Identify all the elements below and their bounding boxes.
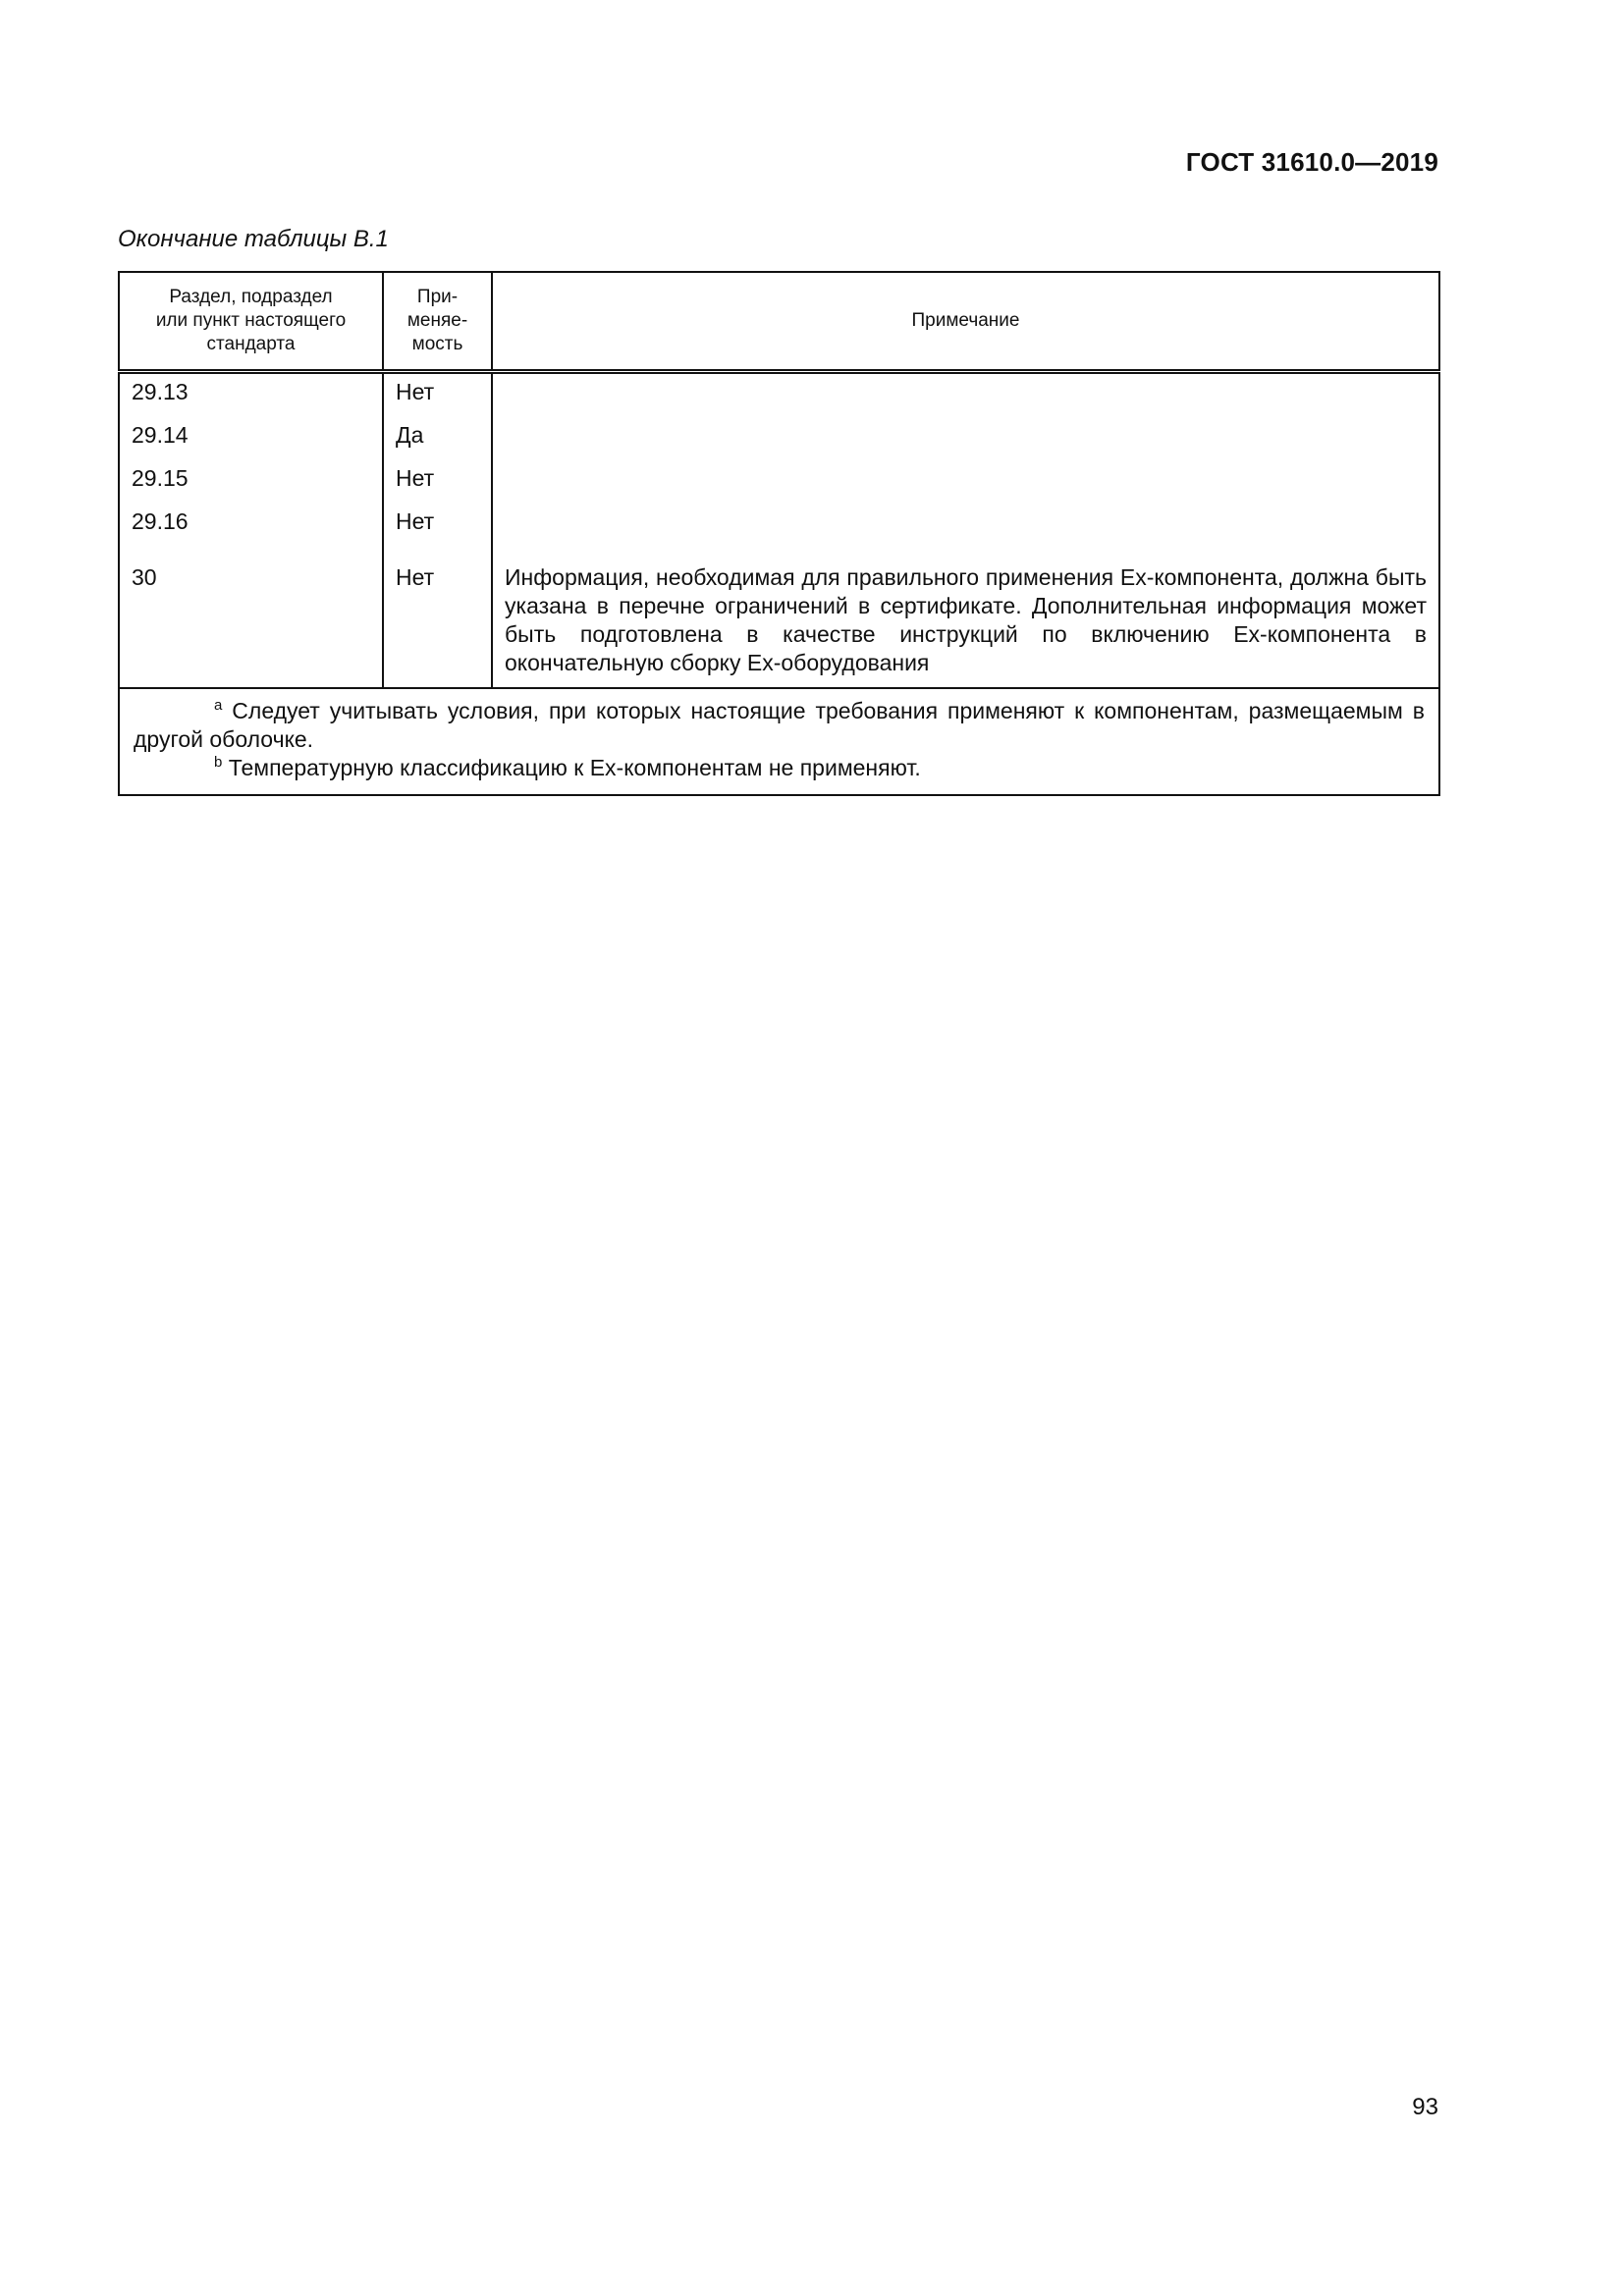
applicability-cell: Нет bbox=[383, 544, 492, 688]
table-row bbox=[119, 372, 1439, 415]
header-line: стандарта bbox=[206, 334, 296, 354]
applicability-table bbox=[118, 271, 1440, 796]
applicability-cell: Нет bbox=[383, 457, 492, 501]
header-line: или пункт настоящего bbox=[155, 310, 347, 331]
footnote-mark: b bbox=[214, 754, 223, 771]
section-cell: 29.14 bbox=[119, 414, 383, 457]
section-cell: 29.16 bbox=[119, 501, 383, 544]
footnote-a bbox=[134, 697, 1425, 754]
document-code: ГОСТ 31610.0—2019 bbox=[1185, 147, 1438, 177]
footnote-b bbox=[134, 754, 1425, 782]
section-cell: 29.15 bbox=[119, 457, 383, 501]
footnote-mark: a bbox=[214, 697, 223, 714]
note-cell bbox=[492, 457, 1439, 501]
section-cell: 30 bbox=[119, 544, 383, 688]
section-cell: 29.13 bbox=[119, 372, 383, 415]
header-line: меняе- bbox=[406, 310, 468, 331]
table-row bbox=[119, 457, 1439, 501]
header-line: мость bbox=[411, 334, 463, 354]
table-header-row bbox=[119, 272, 1439, 372]
table-caption: Окончание таблицы В.1 bbox=[118, 226, 389, 252]
column-header-note: Примечание bbox=[492, 272, 1439, 372]
applicability-cell: Да bbox=[383, 414, 492, 457]
header-line: При- bbox=[416, 287, 459, 307]
table-row bbox=[119, 501, 1439, 544]
note-cell bbox=[492, 414, 1439, 457]
footnotes-cell bbox=[119, 688, 1439, 795]
column-header-applicability bbox=[383, 272, 492, 372]
footnotes-row bbox=[119, 688, 1439, 795]
applicability-cell: Нет bbox=[383, 372, 492, 415]
footnote-text: Следует учитывать условия, при которых настоящие требования применяют к компонентам, размещаемым в другой оболочке. bbox=[134, 698, 1425, 752]
note-cell bbox=[492, 501, 1439, 544]
header-line: Раздел, подраздел bbox=[169, 287, 333, 307]
column-header-section bbox=[119, 272, 383, 372]
table-row bbox=[119, 414, 1439, 457]
page-number: 93 bbox=[1412, 2094, 1438, 2120]
note-cell bbox=[492, 372, 1439, 415]
table-row bbox=[119, 544, 1439, 688]
applicability-cell: Нет bbox=[383, 501, 492, 544]
footnote-text: Температурную классификацию к Ex-компонентам не применяют. bbox=[228, 755, 921, 780]
note-cell: Информация, необходимая для правильного применения Ex-компонента, должна быть указана в перечне ограничений в сертификате. Дополнительная информация может быть подготовлена в качестве инструкций по включению Ex-компонента в окончательную сборку Ex-оборудования bbox=[492, 544, 1439, 688]
